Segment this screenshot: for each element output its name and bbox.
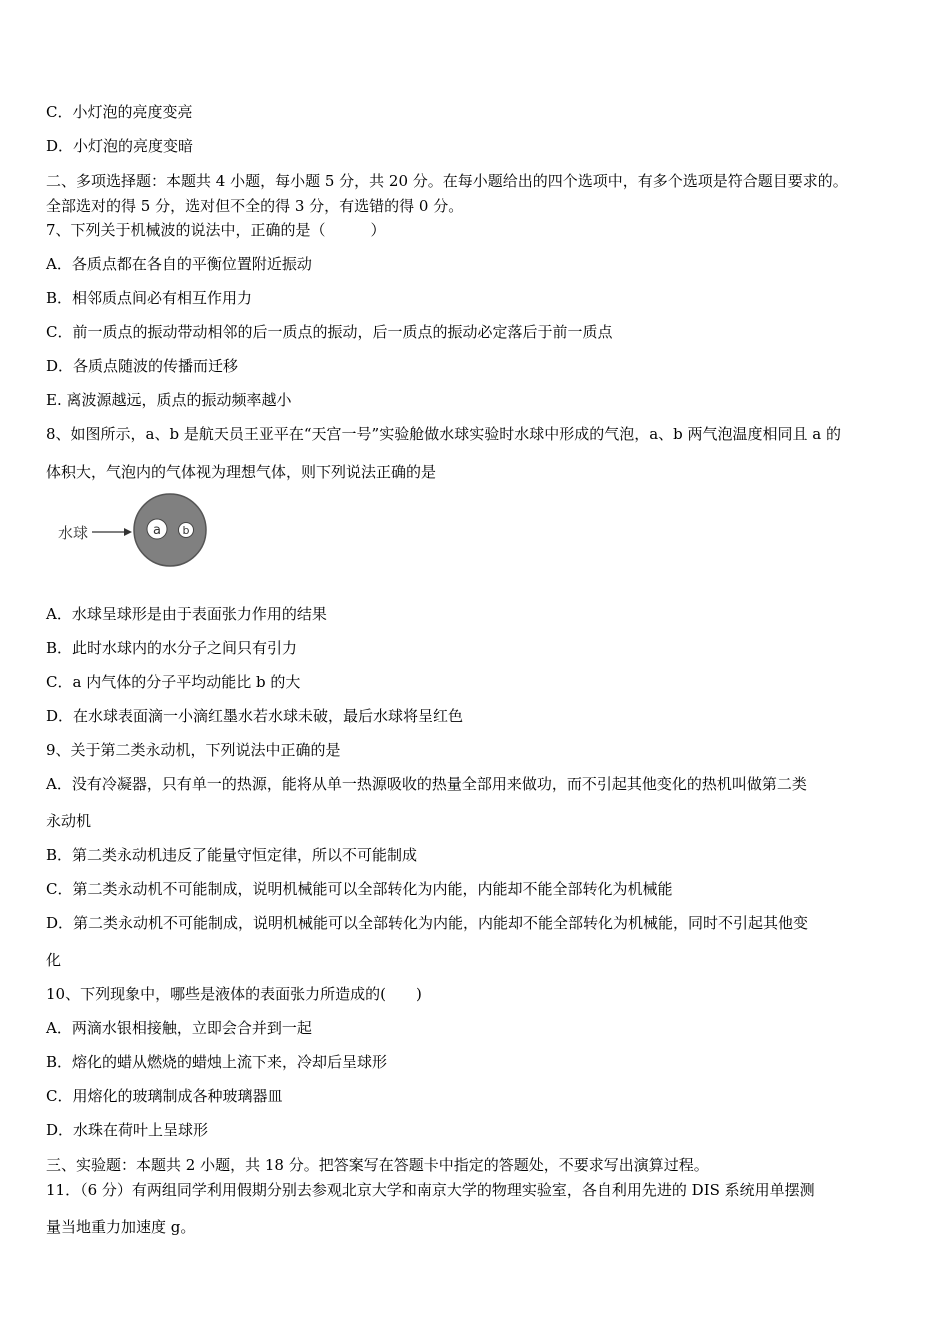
q7-option-c: C．前一质点的振动带动相邻的后一质点的振动，后一质点的振动必定落后于前一质点 [46,323,613,341]
bubble-b-label: b [182,524,190,537]
q7-option-b: B．相邻质点间必有相互作用力 [46,289,253,307]
section3-heading: 三、实验题：本题共 2 小题，共 18 分。把答案写在答题卡中指定的答题处，不要求写出演算过程。 [46,1156,709,1174]
section2-heading-line1: 二、多项选择题：本题共 4 小题，每小题 5 分，共 20 分。在每小题给出的四个选项中，有多个选项是符合题目要求的。 [46,172,848,190]
q10-option-d: D．水珠在荷叶上呈球形 [46,1121,209,1139]
q7-stem: 7、下列关于机械波的说法中，正确的是（ ） [46,221,386,239]
q6-option-c: C．小灯泡的亮度变亮 [46,103,193,121]
water-ball-figure [52,492,222,572]
q11-stem-line1: 11．（6 分）有两组同学利用假期分别去参观北京大学和南京大学的物理实验室，各自利用先进的 DIS 系统用单摆测 [46,1181,815,1199]
q10-option-b: B．熔化的蜡从燃烧的蜡烛上流下来，冷却后呈球形 [46,1053,388,1071]
arrow-head-icon [124,528,132,536]
q8-option-c: C．a 内气体的分子平均动能比 b 的大 [46,673,301,691]
q8-option-b: B．此时水球内的水分子之间只有引力 [46,639,298,657]
q7-option-e: E. 离波源越远，质点的振动频率越小 [46,391,292,409]
q9-option-d-line2: 化 [46,951,62,969]
bubble-a-label: a [153,523,161,538]
figure-label: 水球 [58,524,89,542]
q8-stem-line1: 8、如图所示，a、b 是航天员王亚平在“天宫一号”实验舱做水球实验时水球中形成的气泡，a、b 两气泡温度相同且 a 的 [46,425,841,443]
q8-option-d: D．在水球表面滴一小滴红墨水若水球未破，最后水球将呈红色 [46,707,464,725]
q8-stem-line2: 体积大，气泡内的气体视为理想气体，则下列说法正确的是 [46,463,437,481]
q7-option-d: D．各质点随波的传播而迁移 [46,357,239,375]
q10-option-a: A．两滴水银相接触，立即会合并到一起 [46,1019,312,1037]
q10-option-c: C．用熔化的玻璃制成各种玻璃器皿 [46,1087,283,1105]
water-ball [134,494,206,566]
q6-option-d: D．小灯泡的亮度变暗 [46,137,194,155]
q9-option-b: B．第二类永动机违反了能量守恒定律，所以不可能制成 [46,846,418,864]
q9-option-a-line2: 永动机 [46,812,92,830]
q11-stem-line2: 量当地重力加速度 g。 [46,1218,196,1236]
q8-option-a: A．水球呈球形是由于表面张力作用的结果 [46,605,327,623]
q9-option-c: C．第二类永动机不可能制成，说明机械能可以全部转化为内能，内能却不能全部转化为机械能 [46,880,673,898]
q9-option-d-line1: D．第二类永动机不可能制成，说明机械能可以全部转化为内能，内能却不能全部转化为机械能，同时不引起其他变 [46,914,809,932]
q9-option-a-line1: A．没有冷凝器，只有单一的热源，能将从单一热源吸收的热量全部用来做功，而不引起其他变化的热机叫做第二类 [46,775,807,793]
q10-stem: 10、下列现象中，哪些是液体的表面张力所造成的( ) [46,985,422,1003]
q7-option-a: A．各质点都在各自的平衡位置附近振动 [46,255,312,273]
q9-stem: 9、关于第二类永动机，下列说法中正确的是 [46,741,341,759]
section2-heading-line2: 全部选对的得 5 分，选对但不全的得 3 分，有选错的得 0 分。 [46,197,464,215]
